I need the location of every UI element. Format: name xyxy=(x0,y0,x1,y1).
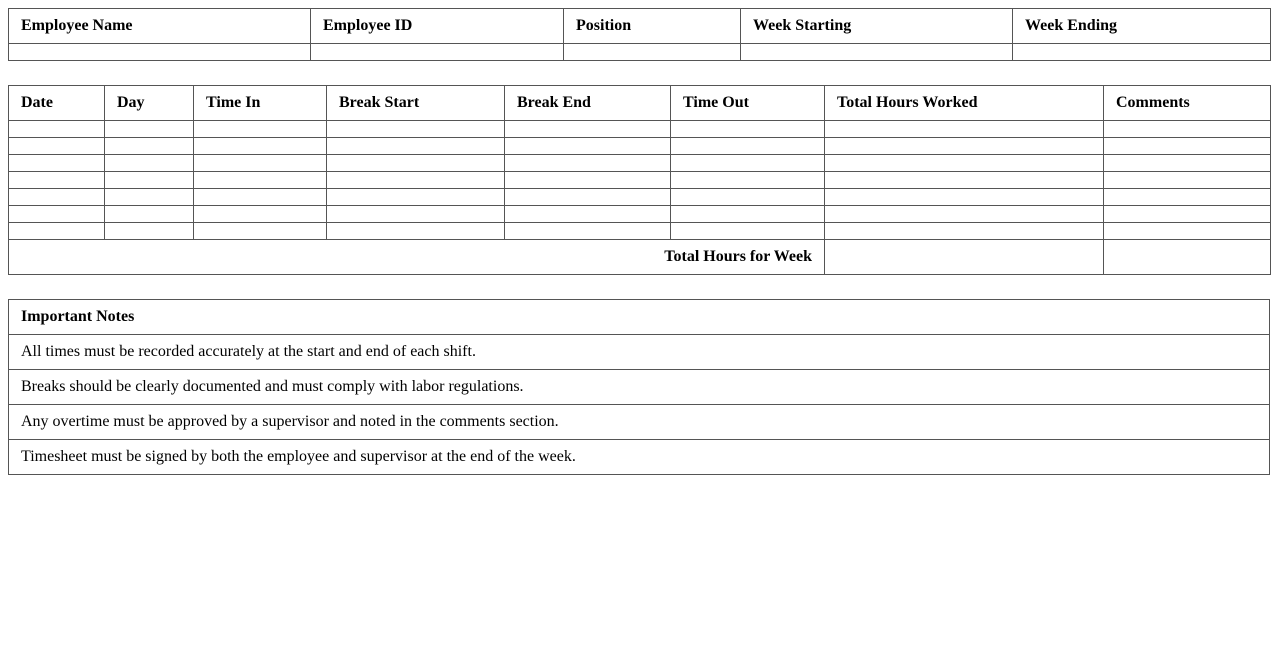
position-field[interactable] xyxy=(564,44,741,61)
break-start-cell[interactable] xyxy=(327,223,505,240)
break-start-cell[interactable] xyxy=(327,172,505,189)
important-notes-title: Important Notes xyxy=(9,300,1270,335)
table-row xyxy=(9,189,1271,206)
note-text: Any overtime must be approved by a supervisor and noted in the comments section. xyxy=(9,405,1270,440)
time-out-cell[interactable] xyxy=(671,172,825,189)
break-end-cell[interactable] xyxy=(505,138,671,155)
note-text: Timesheet must be signed by both the employee and supervisor at the end of the week. xyxy=(9,440,1270,475)
day-cell[interactable] xyxy=(105,189,194,206)
total-hours-cell[interactable] xyxy=(825,189,1104,206)
break-end-cell[interactable] xyxy=(505,189,671,206)
table-row xyxy=(9,155,1271,172)
date-cell[interactable] xyxy=(9,206,105,223)
break-end-cell[interactable] xyxy=(505,172,671,189)
comments-cell[interactable] xyxy=(1104,121,1271,138)
time-out-cell[interactable] xyxy=(671,155,825,172)
time-in-cell[interactable] xyxy=(194,138,327,155)
break-end-cell[interactable] xyxy=(505,155,671,172)
break-end-cell[interactable] xyxy=(505,206,671,223)
comments-cell[interactable] xyxy=(1104,223,1271,240)
week-ending-field[interactable] xyxy=(1013,44,1271,61)
comments-cell[interactable] xyxy=(1104,206,1271,223)
day-cell[interactable] xyxy=(105,223,194,240)
note-text: All times must be recorded accurately at the start and end of each shift. xyxy=(9,335,1270,370)
date-header: Date xyxy=(9,86,105,121)
total-hours-cell[interactable] xyxy=(825,121,1104,138)
time-in-header: Time In xyxy=(194,86,327,121)
important-notes-table xyxy=(8,299,1270,475)
day-cell[interactable] xyxy=(105,206,194,223)
break-start-cell[interactable] xyxy=(327,189,505,206)
break-start-cell[interactable] xyxy=(327,155,505,172)
daily-time-table xyxy=(8,85,1271,275)
time-out-cell[interactable] xyxy=(671,223,825,240)
day-cell[interactable] xyxy=(105,155,194,172)
list-item xyxy=(9,370,1270,405)
total-hours-cell[interactable] xyxy=(825,155,1104,172)
time-in-cell[interactable] xyxy=(194,155,327,172)
date-cell[interactable] xyxy=(9,155,105,172)
weekly-total-hours-field[interactable] xyxy=(825,240,1104,275)
list-item xyxy=(9,335,1270,370)
time-out-cell[interactable] xyxy=(671,121,825,138)
total-hours-cell[interactable] xyxy=(825,138,1104,155)
comments-cell[interactable] xyxy=(1104,138,1271,155)
day-cell[interactable] xyxy=(105,172,194,189)
list-item xyxy=(9,405,1270,440)
table-row xyxy=(9,121,1271,138)
date-cell[interactable] xyxy=(9,189,105,206)
time-in-cell[interactable] xyxy=(194,189,327,206)
notes-header-row xyxy=(9,300,1270,335)
date-cell[interactable] xyxy=(9,138,105,155)
list-item xyxy=(9,440,1270,475)
week-starting-field[interactable] xyxy=(741,44,1013,61)
time-table-header-row xyxy=(9,86,1271,121)
employee-id-header: Employee ID xyxy=(311,9,564,44)
break-end-cell[interactable] xyxy=(505,121,671,138)
break-start-cell[interactable] xyxy=(327,206,505,223)
time-out-cell[interactable] xyxy=(671,206,825,223)
break-end-header: Break End xyxy=(505,86,671,121)
employee-name-header: Employee Name xyxy=(9,9,311,44)
time-out-cell[interactable] xyxy=(671,189,825,206)
employee-info-value-row xyxy=(9,44,1271,61)
date-cell[interactable] xyxy=(9,172,105,189)
break-start-header: Break Start xyxy=(327,86,505,121)
total-hours-worked-header: Total Hours Worked xyxy=(825,86,1104,121)
total-hours-cell[interactable] xyxy=(825,223,1104,240)
date-cell[interactable] xyxy=(9,121,105,138)
table-row xyxy=(9,172,1271,189)
total-hours-cell[interactable] xyxy=(825,206,1104,223)
comments-cell[interactable] xyxy=(1104,172,1271,189)
employee-info-table xyxy=(8,8,1271,61)
position-header: Position xyxy=(564,9,741,44)
week-ending-header: Week Ending xyxy=(1013,9,1271,44)
total-hours-cell[interactable] xyxy=(825,172,1104,189)
employee-name-field[interactable] xyxy=(9,44,311,61)
employee-info-header-row xyxy=(9,9,1271,44)
time-out-cell[interactable] xyxy=(671,138,825,155)
break-start-cell[interactable] xyxy=(327,138,505,155)
time-in-cell[interactable] xyxy=(194,223,327,240)
time-in-cell[interactable] xyxy=(194,121,327,138)
comments-header: Comments xyxy=(1104,86,1271,121)
weekly-total-comments-field[interactable] xyxy=(1104,240,1271,275)
total-hours-for-week-label: Total Hours for Week xyxy=(9,240,825,275)
time-in-cell[interactable] xyxy=(194,172,327,189)
comments-cell[interactable] xyxy=(1104,155,1271,172)
table-row xyxy=(9,138,1271,155)
day-header: Day xyxy=(105,86,194,121)
time-in-cell[interactable] xyxy=(194,206,327,223)
break-end-cell[interactable] xyxy=(505,223,671,240)
date-cell[interactable] xyxy=(9,223,105,240)
weekly-total-row xyxy=(9,240,1271,275)
table-row xyxy=(9,206,1271,223)
time-out-header: Time Out xyxy=(671,86,825,121)
week-starting-header: Week Starting xyxy=(741,9,1013,44)
day-cell[interactable] xyxy=(105,121,194,138)
day-cell[interactable] xyxy=(105,138,194,155)
employee-id-field[interactable] xyxy=(311,44,564,61)
comments-cell[interactable] xyxy=(1104,189,1271,206)
note-text: Breaks should be clearly documented and must comply with labor regulations. xyxy=(9,370,1270,405)
break-start-cell[interactable] xyxy=(327,121,505,138)
table-row xyxy=(9,223,1271,240)
